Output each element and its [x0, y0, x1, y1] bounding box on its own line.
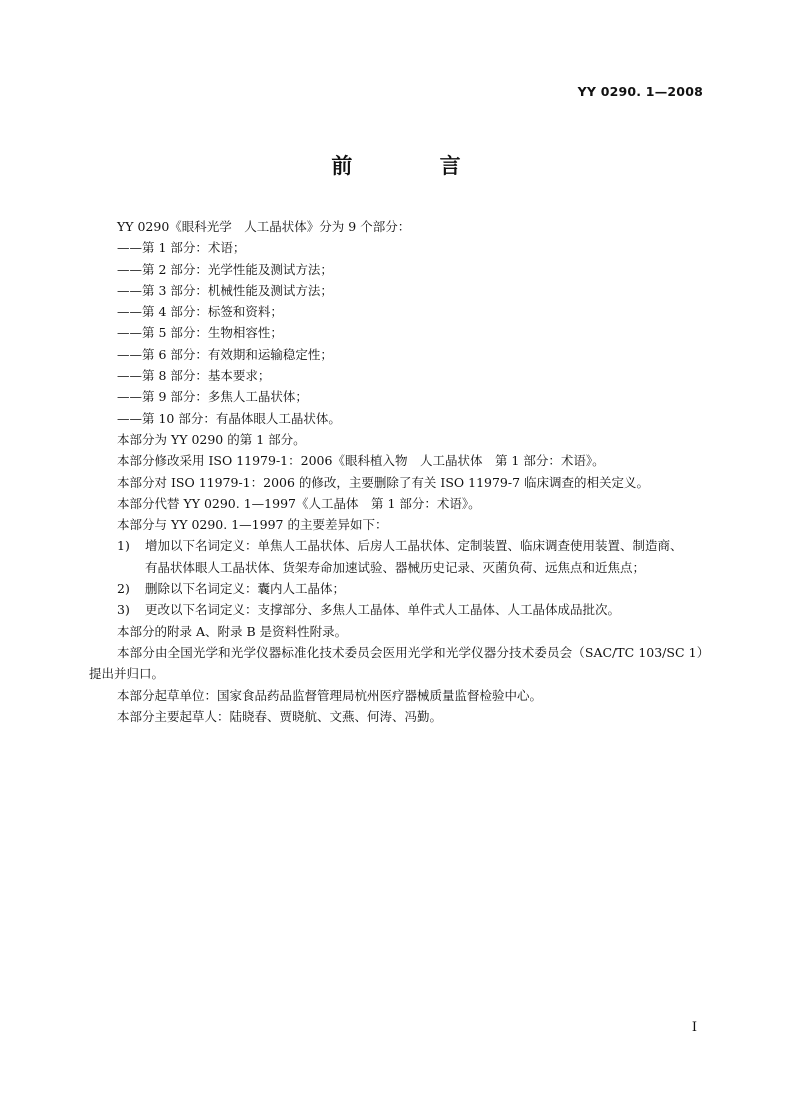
difference-number: 1) [117, 538, 130, 554]
part-list-item: ——第 10 部分：有晶体眼人工晶状体。 [117, 410, 341, 426]
part-list-item: ——第 8 部分：基本要求； [117, 368, 271, 384]
statement-paragraph: 本部分代替 YY 0290. 1—1997《人工晶体 第 1 部分：术语》。 [117, 495, 481, 511]
difference-continuation: 有晶状体眼人工晶状体、货架寿命加速试验、器械历史记录、灭菌负荷、远焦点和近焦点； [145, 559, 646, 575]
statement-paragraph: 本部分为 YY 0290 的第 1 部分。 [117, 431, 306, 447]
part-list-item: ——第 4 部分：标签和资料； [117, 304, 283, 320]
appendix-paragraph: 本部分的附录 A、附录 B 是资料性附录。 [117, 623, 348, 639]
part-list-item: ——第 9 部分：多焦人工晶状体； [117, 389, 308, 405]
part-list-item: ——第 2 部分：光学性能及测试方法； [117, 261, 333, 277]
foreword-content [89, 216, 703, 727]
part-list-item: ——第 3 部分：机械性能及测试方法； [117, 282, 333, 298]
page-number: I [691, 1020, 697, 1035]
part-list-item: ——第 5 部分：生物相容性； [117, 325, 283, 341]
difference-text: 删除以下名词定义：囊内人工晶体； [145, 581, 346, 597]
difference-number: 3) [117, 602, 130, 618]
statement-paragraph: 本部分与 YY 0290. 1—1997 的主要差异如下： [117, 517, 388, 533]
statement-paragraph: 本部分修改采用 ISO 11979-1：2006《眼科植入物 人工晶状体 第 1 部分：术语》。 [117, 453, 605, 469]
difference-item [89, 578, 703, 599]
drafters-paragraph: 本部分主要起草人：陆晓春、贾晓航、文燕、何涛、冯勤。 [117, 708, 443, 724]
page-title: 前 言 [331, 154, 501, 178]
difference-number: 2) [117, 581, 130, 597]
difference-text: 增加以下名词定义：单焦人工晶状体、后房人工晶状体、定制装置、临床调查使用装置、制造商、 [145, 538, 683, 554]
intro-paragraph: YY 0290《眼科光学 人工晶状体》分为 9 个部分： [117, 219, 411, 234]
difference-item [89, 599, 703, 620]
proposer-paragraph: 本部分由全国光学和光学仪器标准化技术委员会医用光学和光学仪器分技术委员会（SAC/TC 103/SC 1）提出并归口。 [89, 644, 703, 682]
difference-text: 更改以下名词定义：支撑部分、多焦人工晶体、单件式人工晶体、人工晶体成品批次。 [145, 602, 621, 618]
difference-item [89, 535, 703, 556]
statement-paragraph: 本部分对 ISO 11979-1：2006 的修改，主要删除了有关 ISO 11979-7 临床调查的相关定义。 [117, 474, 650, 490]
drafting-unit-paragraph: 本部分起草单位：国家食品药品监督管理局杭州医疗器械质量监督检验中心。 [117, 687, 543, 703]
standard-number: YY 0290. 1—2008 [577, 84, 703, 99]
part-list-item: ——第 6 部分：有效期和运输稳定性； [117, 346, 333, 362]
part-list-item: ——第 1 部分：术语； [117, 240, 246, 256]
